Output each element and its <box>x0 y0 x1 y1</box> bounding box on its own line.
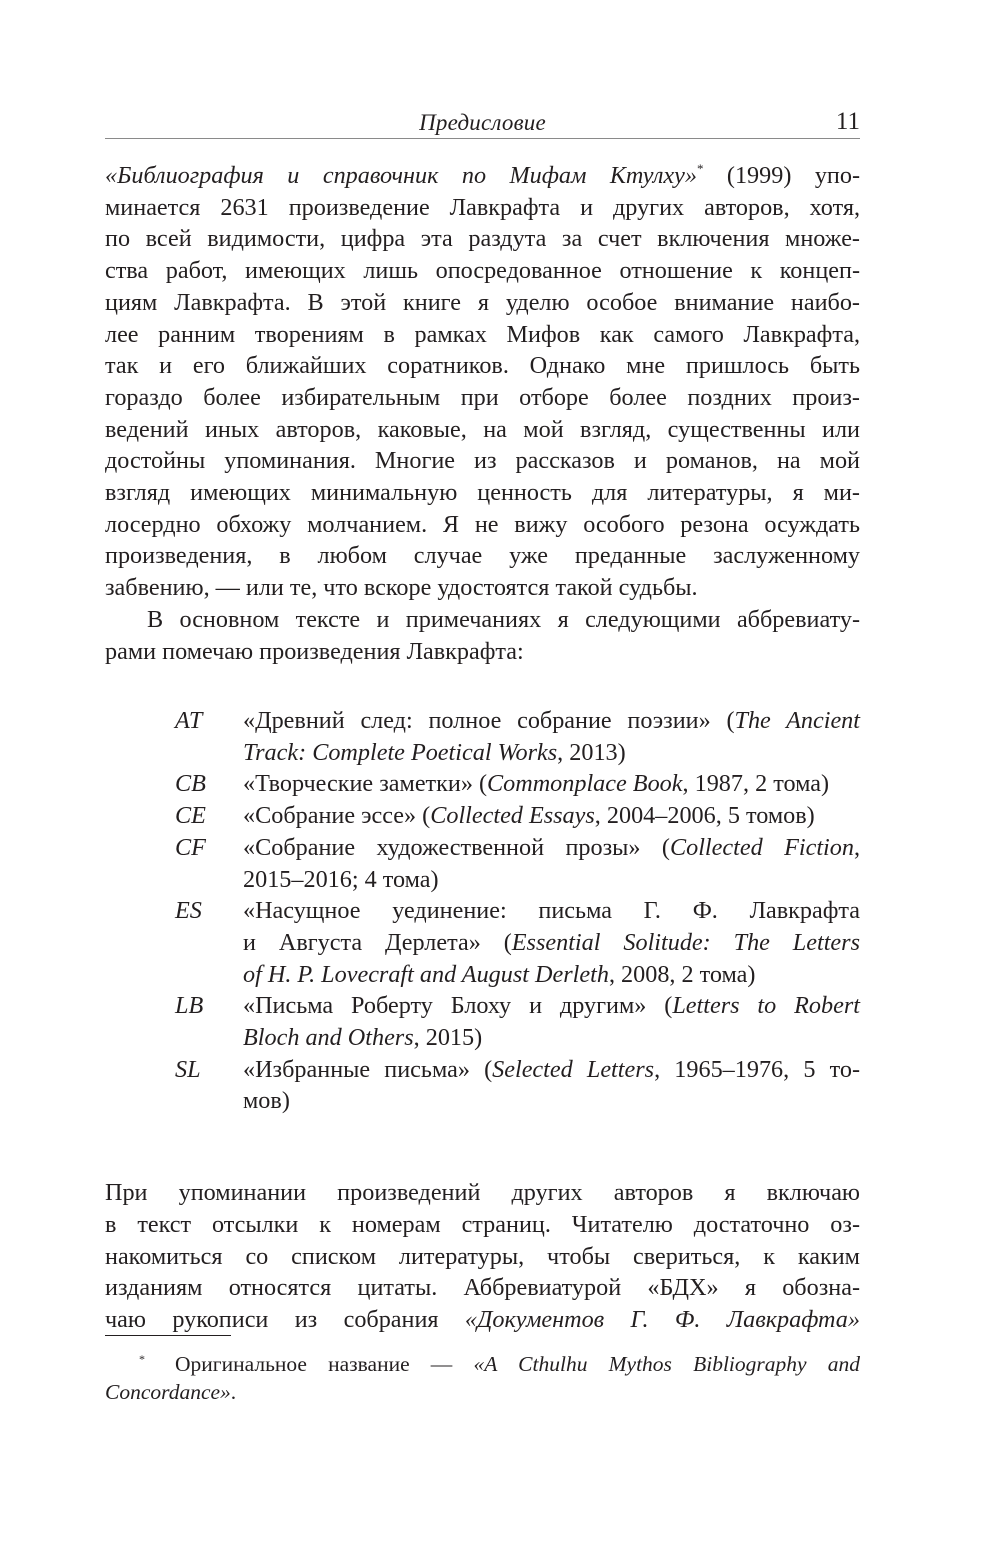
abbreviation-item <box>175 1054 860 1117</box>
footnote-ref: * <box>696 161 704 176</box>
text-line: достойны упоминания. Многие из рассказов и романов, на мой <box>105 447 860 475</box>
english-title: of H. P. Lovecraft and August Derleth <box>243 960 609 988</box>
paragraph-page-references <box>105 1177 860 1336</box>
footnote-original-title-cont: Concordance» <box>105 1380 231 1404</box>
collection-title: «Документов Г. Ф. Лавкрафта» <box>464 1306 860 1333</box>
description-line: «Творческие заметки» (Commonplace Book, 1987, 2 тома) <box>243 770 830 798</box>
abbreviation-code: CB <box>175 770 206 798</box>
text-line: чаю рукописи из собрания «Документов Г. Ф. Лавкрафта» <box>105 1306 860 1333</box>
text-line: в текст отсылки к номерам страниц. Читателю достаточно оз- <box>105 1210 860 1238</box>
description-line: «Письма Роберту Блоху и другим» (Letters to Robert <box>243 992 860 1020</box>
english-title: Collected Fiction <box>669 833 854 861</box>
footnote-original-title: «A Cthulhu Mythos Bibliography and <box>473 1352 860 1376</box>
footnote-divider <box>105 1335 231 1336</box>
description-line: 2015–2016; 4 тома) <box>243 865 439 893</box>
english-title: Commonplace Book <box>487 770 683 798</box>
text-line: рами помечаю произведения Лавкрафта: <box>105 637 524 665</box>
footnote-period: . <box>230 1380 237 1404</box>
english-title: Track: Complete Poetical Works <box>243 738 558 766</box>
text-line: так и его ближайших соратников. Однако мне пришлось быть <box>105 352 860 380</box>
description-line: «Избранные письма» (Selected Letters, 1965–1976, 5 то- <box>243 1055 861 1083</box>
text-line: В основном тексте и примечаниях я следующими аббревиату- <box>147 605 860 633</box>
running-header <box>105 108 860 139</box>
description-line: «Древний след: полное собрание поэзии» (The Ancient <box>243 707 860 734</box>
abbreviation-code: AT <box>175 707 203 734</box>
abbreviation-description <box>243 895 860 990</box>
abbreviation-code: LB <box>175 992 204 1020</box>
abbreviation-code: SL <box>175 1055 201 1083</box>
abbreviation-description <box>243 705 860 768</box>
paragraph-abbreviations-intro <box>105 604 860 667</box>
abbreviation-description <box>243 800 860 832</box>
description-line: Bloch and Others, 2015) <box>243 1024 483 1052</box>
english-title: Letters to Robert <box>672 992 860 1020</box>
description-line: Track: Complete Poetical Works, 2013) <box>243 738 626 766</box>
main-text-continued <box>105 1153 860 1360</box>
english-title: Bloch and Others <box>243 1024 414 1052</box>
english-title: Selected Letters <box>492 1055 655 1083</box>
text-line: забвению, — или те, что вскоре удостоятся такой судьбы. <box>105 574 698 602</box>
description-line: мов) <box>243 1087 290 1115</box>
abbreviation-item <box>175 768 860 800</box>
english-title: Essential Solitude: The Letters <box>511 928 860 956</box>
text-line: При упоминании произведений других авторов я включаю <box>105 1179 860 1207</box>
abbreviation-list <box>175 705 860 1117</box>
abbreviation-description <box>243 1054 860 1117</box>
abbreviation-item <box>175 990 860 1053</box>
paragraph-bibliography <box>105 160 860 604</box>
text-line: «Библиография и справочник по Мифам Ктулху»* (1999) упо- <box>105 161 861 189</box>
english-title: Collected Essays <box>430 802 595 830</box>
abbreviation-code: ES <box>175 897 202 925</box>
page-number: 11 <box>835 108 860 135</box>
text-line: минается 2631 произведение Лавкрафта и других авторов, хотя, <box>105 193 860 221</box>
text-line: по всей видимости, цифра эта раздута за счет включения множе- <box>105 225 860 253</box>
abbreviation-description <box>243 768 860 800</box>
abbreviation-code: CE <box>175 802 206 830</box>
text-line: произведения, в любом случае уже преданные заслуженному <box>105 542 860 570</box>
text-line: лосердно обхожу молчанием. Я не вижу особого резона осуждать <box>105 510 860 538</box>
footnote-text: Оригинальное название — <box>175 1352 474 1376</box>
text-line: циям Лавкрафта. В этой книге я уделю особое внимание наибо- <box>105 288 860 316</box>
abbreviation-item <box>175 832 860 895</box>
running-title: Предисловие <box>419 110 546 135</box>
text-line: взгляд имеющих минимальную ценность для литературы, я ми- <box>105 479 860 507</box>
footnote: * Оригинальное название — «A Cthulhu Mythos Bibliography and Concordance». <box>105 1352 860 1404</box>
abbreviation-item <box>175 800 860 832</box>
main-text <box>105 160 860 667</box>
description-line: и Августа Дерлета» (Essential Solitude: The Letters <box>243 928 860 956</box>
book-title: «Библиография и справочник по Мифам Ктулху» <box>105 162 697 189</box>
description-line: of H. P. Lovecraft and August Derleth, 2008, 2 тома) <box>243 960 756 988</box>
abbreviation-item <box>175 705 860 768</box>
text-line: ства работ, имеющих лишь опосредованное отношение к концеп- <box>105 257 860 285</box>
text-line: изданиям относятся цитаты. Аббревиатурой «БДХ» я обозна- <box>105 1274 860 1302</box>
abbreviation-description <box>243 990 860 1053</box>
abbreviation-code: CF <box>175 833 206 861</box>
abbreviation-item <box>175 895 860 990</box>
text-line: ведений иных авторов, каковые, на мой взгляд, существенны или <box>105 415 860 443</box>
text-line: накомиться со списком литературы, чтобы свериться, к каким <box>105 1242 860 1270</box>
description-line: «Насущное уединение: письма Г. Ф. Лавкрафта <box>243 897 860 925</box>
description-line: «Собрание художественной прозы» (Collected Fiction, <box>243 833 861 861</box>
text-line: лее ранним творениям в рамках Мифов как самого Лавкрафта, <box>105 320 860 348</box>
description-line: «Собрание эссе» (Collected Essays, 2004–2006, 5 томов) <box>243 802 815 830</box>
text-line: гораздо более избирательным при отборе более поздних произ- <box>105 383 860 411</box>
english-title: The Ancient <box>734 707 860 734</box>
abbreviation-description <box>243 832 860 895</box>
